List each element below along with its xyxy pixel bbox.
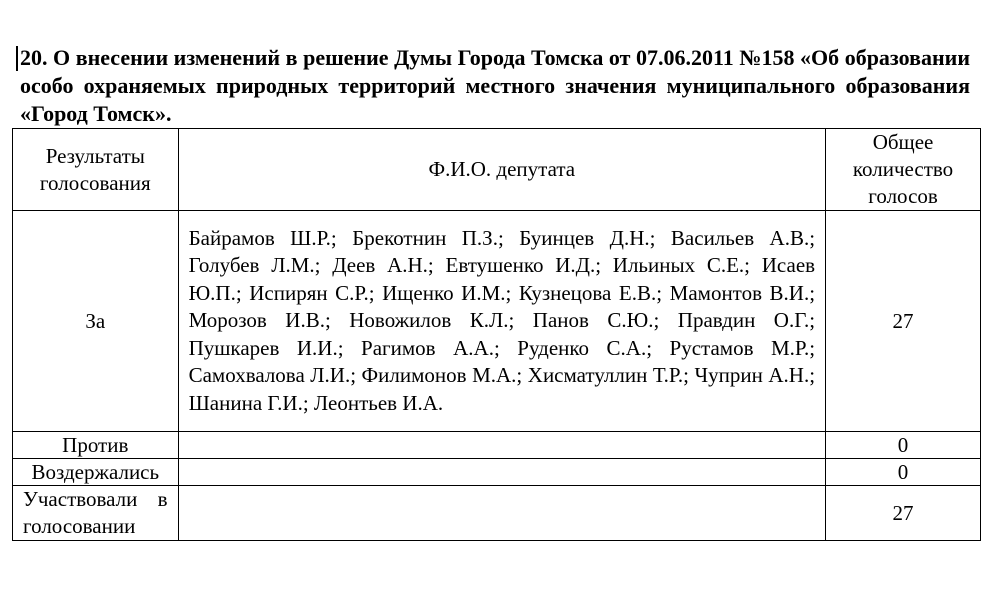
header-results: Результаты голосования (13, 129, 179, 211)
deputy-names (178, 486, 825, 541)
vote-count: 0 (826, 432, 981, 459)
vote-count: 27 (826, 211, 981, 432)
table-row (13, 486, 981, 541)
header-deputy: Ф.И.О. депутата (178, 129, 825, 211)
vote-count: 27 (826, 486, 981, 541)
table-row (13, 211, 981, 432)
vote-count: 0 (826, 459, 981, 486)
deputy-names: Байрамов Ш.Р.; Брекотнин П.З.; Буинцев Д.Н.; Васильев А.В.; Голубев Л.М.; Деев А.Н.; Евтушенко И.Д.; Ильиных С.Е.; Исаев Ю.П.; Испирян С.Р.; Ищенко И.М.; Кузнецова Е.В.; Мамонтов В.И.; Морозов И.В.; Новожилов К.Л.; Панов С.Ю.; Правдин О.Г.; Пушкарев И.И.; Рагимов А.А.; Руденко С.А.; Рустамов М.Р.; Самохвалова Л.И.; Филимонов М.А.; Хисматуллин Т.Р.; Чуприн А.Н.; Шанина Г.И.; Леонтьев И.А. (178, 211, 825, 432)
deputy-names (178, 432, 825, 459)
table-row (13, 432, 981, 459)
row-label: Против (13, 432, 179, 459)
deputy-names (178, 459, 825, 486)
voting-results-table (12, 128, 981, 541)
table-header-row (13, 129, 981, 211)
table-row (13, 459, 981, 486)
row-label: Участвовали в голосовании (13, 486, 179, 541)
text-cursor (16, 46, 18, 71)
row-label: За (13, 211, 179, 432)
row-label: Воздержались (13, 459, 179, 486)
agenda-item-heading: 20. О внесении изменений в решение Думы Города Томска от 07.06.2011 №158 «Об образовании особо охраняемых природных территорий местного значения муниципального образования «Город Томск». (20, 45, 970, 126)
header-total: Общее количество голосов (826, 129, 981, 211)
